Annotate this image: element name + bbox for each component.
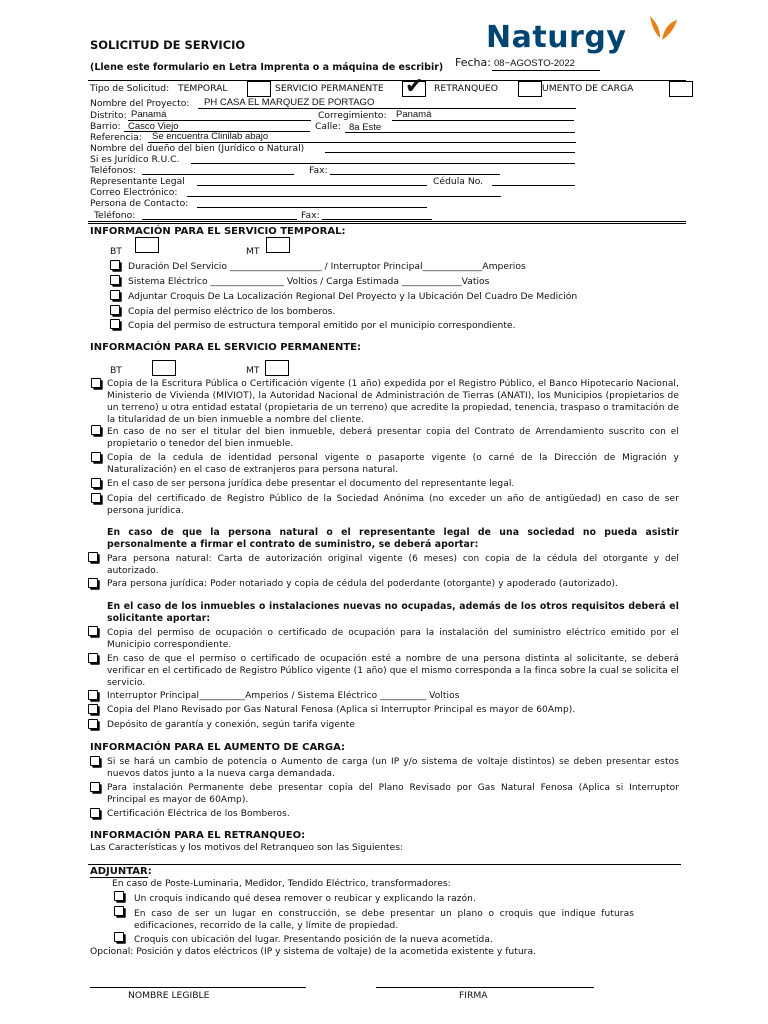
retranqueo-heading: INFORMACIÓN PARA EL RETRANQUEO: [90, 830, 306, 841]
temporal-heading: INFORMACIÓN PARA EL SERVICIO TEMPORAL: [90, 226, 346, 237]
fecha-label: Fecha: [455, 56, 491, 69]
logo-text: Naturgy [486, 20, 627, 55]
aumento-item: Para instalación Permanente debe presentar copia del Plano Revisado por Gas Natural Fenosa (Aplica si Interruptor Principal es mayor de 60Amp). [107, 783, 679, 805]
corregimiento-label: Corregimiento: [318, 110, 387, 121]
checkbox[interactable] [88, 653, 98, 663]
aumento-item: Si se hará un cambio de potencia o Aumento de carga (un IP y/o sistema de voltaje distintos) se deben presentar estos nuevos datos junto a la nueva carga demandada. [107, 757, 679, 779]
fecha-value[interactable]: 08−AGOSTO-2022 [494, 58, 575, 69]
aumento-checkbox[interactable] [669, 81, 693, 97]
permanente-mt-label: MT [246, 365, 260, 376]
adjuntar-opcional: Opcional: Posición y datos eléctricos (IP y sistema de voltaje) de la acometida existente y futura. [90, 946, 537, 957]
calle-field[interactable]: 8a Este [349, 122, 382, 133]
tipo-retranqueo-label: RETRANQUEO [434, 83, 498, 94]
checkbox[interactable] [91, 378, 101, 388]
tipo-permanente-label: SERVICIO PERMANENTE [275, 83, 384, 94]
checkbox[interactable] [90, 756, 100, 766]
permanente-mt-box[interactable] [265, 360, 289, 376]
aumento-item: Certificación Eléctrica de los Bomberos. [107, 809, 290, 819]
checkbox[interactable] [114, 891, 124, 901]
distrito-label: Distrito: [90, 110, 127, 121]
temporal-item: Duración Del Servicio ____________________ / Interruptor Principal_____________Amperios [128, 261, 526, 272]
permanente-item: Copia del certificado de Registro Público de la Sociedad Anónima (no exceder un año de antigüedad) en caso de ser persona jurídica. [107, 494, 679, 516]
adjuntar-item: Un croquis indicando qué desea remover o reubicar y explicando la razón. [134, 894, 476, 904]
aumento-heading: INFORMACIÓN PARA EL AUMENTO DE CARGA: [90, 742, 346, 753]
checkbox[interactable] [88, 704, 98, 714]
checkbox[interactable] [88, 719, 98, 729]
checkbox[interactable] [88, 552, 98, 562]
permanente-item: Copia de la cedula de identidad personal vigente o pasaporte vigente (o carné de la Dirección de Migración y Naturalización) en el caso de extranjeros para persona natural. [107, 453, 679, 475]
correo-label: Correo Electrónico: [90, 187, 178, 198]
inmuebles-item: Copia del permiso de ocupación o certificado de ocupación para la instalación del suministro eléctrico emitido por el Municipio correspondiente. [107, 628, 679, 650]
nombre-legible-label: NOMBRE LEGIBLE [128, 990, 210, 1001]
checkbox[interactable] [88, 626, 98, 636]
telefono-label: Teléfono: [94, 210, 136, 221]
referencia-label: Referencia: [90, 132, 142, 143]
telefonos-label: Teléfonos: [90, 165, 137, 176]
permanente-bt-label: BT [110, 365, 122, 376]
tipo-temporal-label: TEMPORAL [178, 83, 228, 94]
checkbox[interactable] [88, 578, 98, 588]
inmuebles-item: Interruptor Principal__________Amperios / Sistema Eléctrico __________ Voltios [107, 691, 460, 701]
checkbox[interactable] [110, 275, 120, 285]
temporal-mt-label: MT [246, 246, 260, 257]
adjuntar-item: En caso de ser un lugar en construcción, se debe presentar un plano o croquis que indique futuras edificaciones, recorrido de la calle, y límite de propiedad. [134, 909, 634, 931]
temporal-item: Copia del permiso de estructura temporal emitido por el municipio correspondiente. [128, 320, 516, 331]
adjuntar-heading: ADJUNTAR: [90, 866, 152, 877]
checkbox[interactable] [114, 932, 124, 942]
calle-label: Calle: [315, 121, 341, 132]
checkmark-icon: ✔ [405, 74, 424, 99]
firmar-heading: En caso de que la persona natural o el representante legal de una sociedad no pueda asistir personalmente a firmar el contrato de suministro, se deberá aportar: [107, 527, 679, 550]
firmar-item: Para persona jurídica: Poder notariado y copia de cédula del poderdante (otorgante) y apoderado (autorizado). [107, 579, 619, 589]
retranqueo-checkbox[interactable] [518, 81, 542, 97]
adjuntar-intro: En caso de Poste-Luminaria, Medidor, Tendido Eléctrico, transformadores: [112, 878, 451, 889]
temporal-mt-box[interactable] [266, 237, 290, 253]
naturgy-logo [486, 14, 676, 60]
permanente-item: En el caso de ser persona jurídica debe presentar el documento del representante legal. [107, 479, 515, 489]
barrio-field[interactable]: Casco Viejo [128, 121, 179, 132]
inmuebles-item: En caso de que el permiso o certificado de ocupación esté a nombre de una persona distinta al solicitante, se deberá verificar en el certificado de Registro Público vigente (1 año) que el mismo corresponda a la finca sobre la cual se solicita el servicio. [107, 654, 679, 688]
checkbox[interactable] [91, 452, 101, 462]
barrio-label: Barrio: [90, 121, 121, 132]
instructions: (Llene este formulario en Letra Imprenta o a máquina de escribir) [90, 62, 444, 73]
checkbox[interactable] [110, 260, 120, 270]
tipo-label: Tipo de Solicitud: [90, 83, 170, 94]
referencia-field[interactable]: Se encuentra Clinilab abajo [152, 131, 269, 142]
checkbox[interactable] [114, 906, 124, 916]
butterfly-icon [646, 14, 678, 48]
temporal-item: Sistema Eléctrico ________________ Voltios / Carga Estimada _____________Vatios [128, 276, 490, 287]
representante-label: Representante Legal [90, 176, 185, 187]
corregimiento-field[interactable]: Panamá [396, 109, 432, 120]
dueno-label: Nombre del dueño del bien (Jurídico o Natural) [90, 143, 305, 154]
proyecto-label: Nombre del Proyecto: [90, 98, 190, 109]
permanente-bt-box[interactable] [152, 360, 176, 376]
inmuebles-item: Depósito de garantía y conexión, según tarifa vigente [107, 720, 356, 730]
firmar-item: Para persona natural: Carta de autorización original vigente (6 meses) con copia de la cédula del otorgante y del autorizado. [107, 554, 679, 576]
temporal-checkbox[interactable] [247, 81, 271, 97]
form-title: SOLICITUD DE SERVICIO [90, 38, 246, 52]
checkbox[interactable] [90, 808, 100, 818]
inmuebles-heading: En el caso de los inmuebles o instalaciones nuevas no ocupadas, además de los otros requisitos deberá el solicitante aportar: [107, 601, 679, 624]
contacto-label: Persona de Contacto: [90, 198, 189, 209]
ruc-label: Si es Jurídico R.U.C. [90, 154, 180, 165]
retranqueo-text: Las Características y los motivos del Retranqueo son las Siguientes: [90, 842, 404, 853]
distrito-field[interactable]: Panamá [131, 109, 167, 120]
permanente-item: Copia de la Escritura Pública o Certificación vigente (1 año) expedida por el Registro Público, el Banco Hipotecario Nacional, Ministerio de Vivienda (MIVIOT), la Autoridad Nacional de Administración de Tierras (ANATI), los Municipios (propietarios de un terreno) u otra entidad estatal (propietaria de un terreno) que acredite la propiedad, tenencia, traspaso o tramitación de la titularidad de un bien inmueble a nombre del cliente. [107, 379, 679, 425]
temporal-item: Copia del permiso eléctrico de los bomberos. [128, 306, 336, 317]
permanente-item: En caso de no ser el titular del bien inmueble, deberá presentar copia del Contrato de Arrendamiento suscrito con el propietario o tenedor del bien inmueble. [107, 427, 679, 449]
inmuebles-item: Copia del Plano Revisado por Gas Natural Fenosa (Aplica si Interruptor Principal es mayor de 60Amp). [107, 705, 576, 715]
checkbox[interactable] [91, 493, 101, 503]
fax2-label: Fax: [301, 210, 320, 221]
cedula-label: Cédula No. [433, 176, 484, 187]
firma-label: FIRMA [459, 990, 488, 1001]
temporal-bt-label: BT [110, 246, 122, 257]
checkbox[interactable] [91, 425, 101, 435]
permanente-heading: INFORMACIÓN PARA EL SERVICIO PERMANENTE: [90, 342, 361, 353]
tipo-aumento-label: UMENTO DE CARGA [542, 83, 634, 94]
fax-label: Fax: [309, 165, 328, 176]
checkbox[interactable] [110, 290, 120, 300]
temporal-bt-box[interactable] [135, 237, 159, 253]
temporal-item: Adjuntar Croquis De La Localización Regional Del Proyecto y la Ubicación Del Cuadro De Medición [128, 291, 578, 302]
checkbox[interactable] [110, 305, 120, 315]
checkbox[interactable] [110, 319, 120, 329]
checkbox[interactable] [91, 478, 101, 488]
checkbox[interactable] [90, 782, 100, 792]
adjuntar-item: Croquis con ubicación del lugar. Presentando posición de la nueva acometida. [134, 935, 493, 945]
checkbox[interactable] [88, 690, 98, 700]
proyecto-field[interactable]: PH CASA EL MARQUEZ DE PORTAGO [204, 97, 375, 108]
